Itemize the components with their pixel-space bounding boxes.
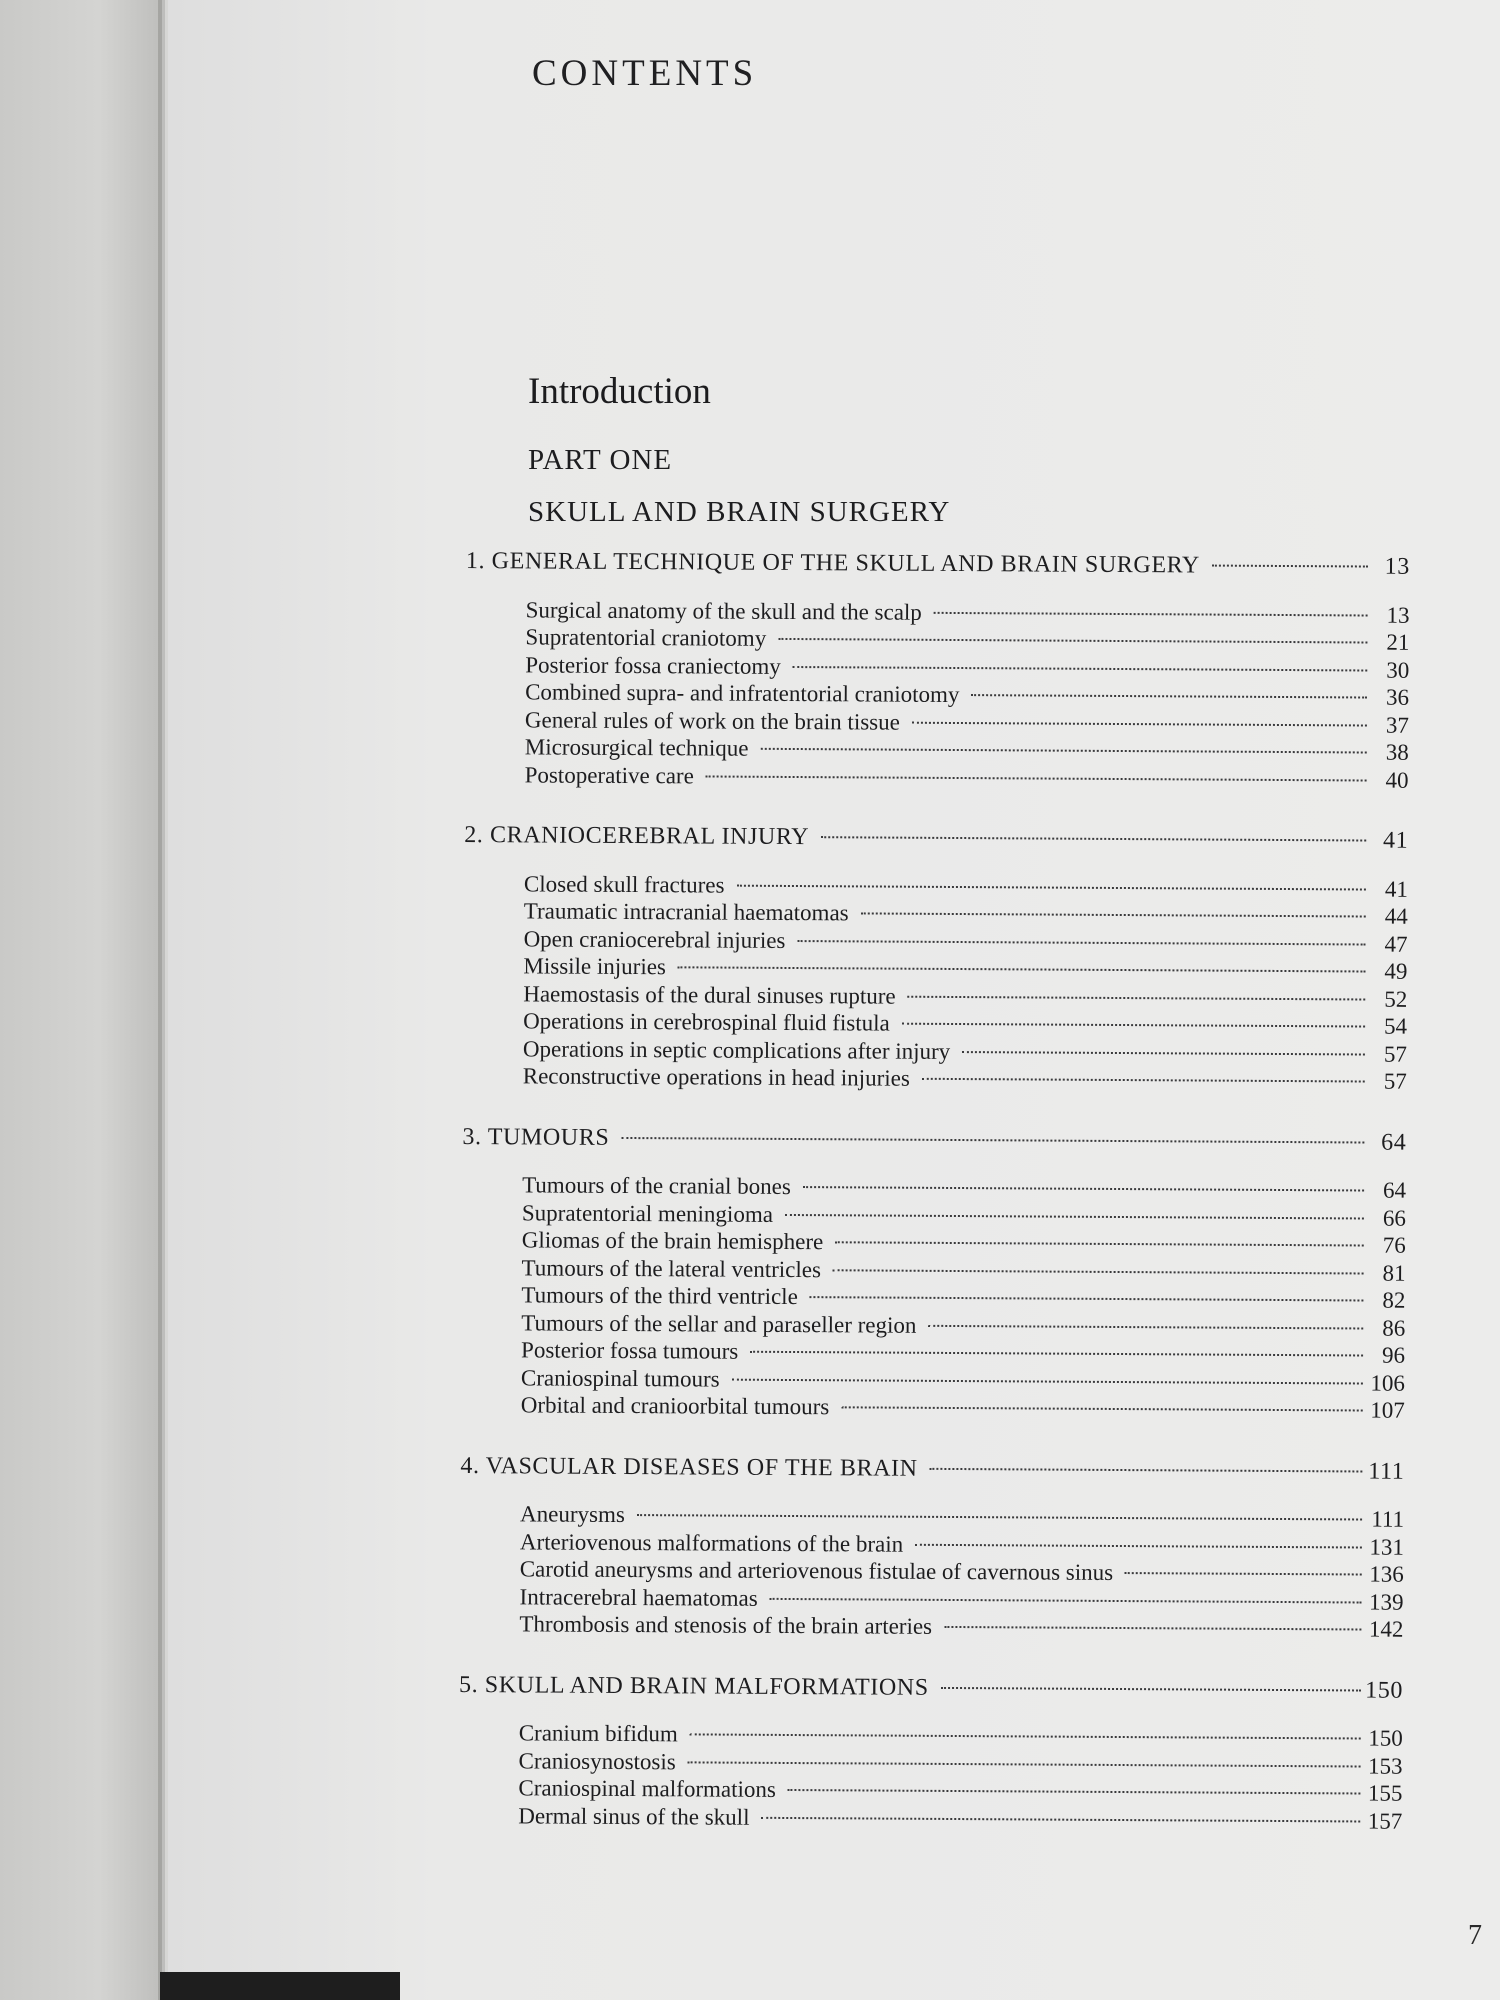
- toc-entry-label: Arteriovenous malformations of the brain: [519, 1528, 904, 1557]
- toc-entry-page: 76: [1382, 1232, 1406, 1258]
- toc-entry-page: 96: [1382, 1342, 1406, 1368]
- toc-entry: [463, 1062, 1407, 1095]
- dot-leader: [821, 836, 1366, 841]
- toc-entry-page: 52: [1384, 986, 1408, 1012]
- part-title: SKULL AND BRAIN SURGERY: [528, 496, 951, 528]
- toc-entry-page: 106: [1370, 1370, 1405, 1396]
- dot-leader: [778, 638, 1367, 644]
- dot-leader: [688, 1761, 1361, 1767]
- toc-entry-label: Craniospinal tumours: [520, 1364, 720, 1392]
- chapter-heading-page: 64: [1381, 1129, 1407, 1156]
- page-title: CONTENTS: [532, 53, 758, 94]
- dot-leader: [861, 912, 1366, 917]
- toc-entry-page: 57: [1383, 1068, 1407, 1094]
- dot-leader: [793, 665, 1368, 671]
- toc-entry-label: Combined supra- and infratentorial craniotomy: [525, 679, 960, 708]
- toc-entry-label: Craniosynostosis: [518, 1747, 676, 1774]
- chapter-heading: [459, 1671, 1403, 1704]
- toc-entry-label: Traumatic intracranial haematomas: [523, 898, 849, 926]
- toc-entry-page: 30: [1386, 657, 1410, 683]
- chapter-heading-label: 2. CRANIOCEREBRAL INJURY: [464, 821, 810, 851]
- dot-leader: [788, 1789, 1361, 1794]
- toc-entry-page: 131: [1369, 1534, 1404, 1560]
- chapter-heading-label: 3. TUMOURS: [462, 1123, 610, 1151]
- chapter-section: [461, 1123, 1407, 1424]
- chapter-heading-page: 13: [1384, 553, 1410, 580]
- toc-entry-page: 64: [1383, 1177, 1407, 1203]
- toc-entry-label: Tumours of the sellar and paraseller region: [521, 1309, 917, 1338]
- toc-entry-page: 86: [1382, 1315, 1406, 1341]
- dot-leader: [912, 721, 1367, 726]
- dot-leader: [908, 995, 1366, 1000]
- dot-leader: [833, 1269, 1364, 1274]
- dot-leader: [750, 1351, 1363, 1357]
- toc-entry-label: Operations in septic complications after injury: [522, 1035, 951, 1064]
- page-number: 7: [1468, 1920, 1482, 1951]
- toc-entry-label: Aneurysms: [520, 1501, 625, 1527]
- dot-leader: [785, 1213, 1364, 1219]
- chapter-heading-page: 41: [1382, 827, 1409, 854]
- toc-entry-label: Carotid aneurysms and arteriovenous fistulae of cavernous sinus: [519, 1556, 1114, 1585]
- toc-entry-label: Missile injuries: [523, 953, 667, 980]
- chapter-section: [458, 1671, 1403, 1834]
- toc-entry-label: Cranium bifidum: [518, 1720, 678, 1747]
- toc-entry: [459, 1610, 1403, 1643]
- dot-leader: [944, 1626, 1361, 1631]
- chapter-heading: [466, 548, 1410, 581]
- dot-leader: [637, 1514, 1362, 1520]
- toc-entry-page: 82: [1382, 1287, 1406, 1313]
- chapter-section: [459, 1452, 1404, 1643]
- toc-entry-label: Tumours of the lateral ventricles: [521, 1254, 822, 1282]
- toc-entry-page: 21: [1386, 629, 1410, 655]
- toc-entry-label: Posterior fossa tumours: [521, 1337, 739, 1364]
- toc-entry-page: 44: [1384, 903, 1408, 929]
- toc-entry-page: 66: [1382, 1205, 1407, 1231]
- dot-leader: [835, 1241, 1364, 1246]
- dot-leader: [690, 1733, 1361, 1739]
- part-label: PART ONE: [528, 444, 673, 476]
- toc-entry-page: 153: [1368, 1753, 1403, 1779]
- chapter-heading-page: 111: [1368, 1458, 1405, 1485]
- toc-entry-page: 57: [1383, 1041, 1408, 1067]
- chapter-heading: [460, 1452, 1404, 1485]
- dot-leader: [941, 1686, 1361, 1691]
- dot-leader: [732, 1378, 1363, 1384]
- dot-leader: [770, 1597, 1362, 1603]
- toc-entry-label: Open craniocerebral injuries: [523, 925, 786, 953]
- chapter-section: [463, 822, 1409, 1095]
- toc-entry-page: 37: [1385, 712, 1410, 738]
- chapter-heading-label: 5. SKULL AND BRAIN MALFORMATIONS: [458, 1671, 929, 1701]
- dot-leader: [1212, 565, 1368, 568]
- toc-entry-label: Supratentorial craniotomy: [525, 624, 767, 651]
- dot-leader: [761, 1816, 1360, 1822]
- toc-entry: [465, 760, 1409, 793]
- book-gutter: [0, 0, 165, 2000]
- chapter-heading: [464, 822, 1408, 855]
- dot-leader: [621, 1136, 1364, 1143]
- toc-entry-page: 150: [1368, 1725, 1403, 1751]
- toc-entry-label: Closed skull fractures: [523, 870, 725, 898]
- dot-leader: [803, 1186, 1364, 1191]
- book-cover-edge: [160, 1972, 400, 2000]
- toc-entry-page: 40: [1385, 767, 1409, 793]
- chapter-heading-label: 1. GENERAL TECHNIQUE OF THE SKULL AND BRAIN SURGERY: [465, 548, 1200, 579]
- toc-entry-label: Postoperative care: [524, 761, 694, 788]
- toc-entry-label: Microsurgical technique: [524, 734, 749, 761]
- toc-entry-page: 41: [1384, 876, 1409, 902]
- toc-entry-page: 47: [1384, 931, 1408, 957]
- toc-entry-page: 54: [1384, 1013, 1408, 1039]
- dot-leader: [737, 884, 1366, 890]
- toc-entry-page: 142: [1368, 1616, 1404, 1642]
- chapter-heading-page: 150: [1365, 1677, 1404, 1704]
- dot-leader: [930, 1467, 1363, 1472]
- toc-entry-label: Supratentorial meningioma: [521, 1199, 774, 1227]
- dot-leader: [962, 1051, 1365, 1055]
- toc-entry-page: 136: [1369, 1561, 1404, 1587]
- dot-leader: [810, 1296, 1364, 1301]
- toc-entry-label: Orbital and cranioorbital tumours: [520, 1392, 830, 1420]
- dot-leader: [761, 748, 1367, 754]
- toc-entry-label: Tumours of the third ventricle: [521, 1282, 798, 1310]
- dot-leader: [1125, 1572, 1362, 1575]
- dot-leader: [706, 775, 1367, 781]
- binding-line: [158, 0, 162, 2000]
- introduction-heading: Introduction: [528, 371, 711, 412]
- dot-leader: [928, 1324, 1363, 1329]
- table-of-contents: [458, 548, 1410, 1869]
- toc-entry-label: Posterior fossa craniectomy: [525, 651, 781, 679]
- chapter-section: [465, 548, 1410, 794]
- toc-entry-label: Operations in cerebrospinal fluid fistula: [523, 1008, 890, 1036]
- toc-entry-label: Surgical anatomy of the skull and the scalp: [525, 596, 922, 625]
- toc-entry-page: 81: [1382, 1260, 1406, 1286]
- toc-entry-label: Craniospinal malformations: [518, 1775, 776, 1802]
- toc-entry-page: 107: [1370, 1397, 1405, 1423]
- toc-entry-label: Dermal sinus of the skull: [518, 1802, 750, 1830]
- toc-entry-page: 155: [1367, 1780, 1403, 1806]
- toc-entry-label: Intracerebral haematomas: [519, 1583, 758, 1611]
- toc-entry-page: 139: [1369, 1589, 1404, 1615]
- toc-entry-page: 111: [1371, 1506, 1405, 1532]
- toc-entry-page: 49: [1384, 958, 1408, 984]
- dot-leader: [841, 1406, 1362, 1411]
- toc-entry-label: Tumours of the cranial bones: [522, 1172, 791, 1199]
- dot-leader: [915, 1543, 1362, 1548]
- toc-entry-page: 38: [1385, 739, 1409, 765]
- toc-entry-label: Gliomas of the brain hemisphere: [521, 1227, 824, 1255]
- chapter-heading-label: 4. VASCULAR DISEASES OF THE BRAIN: [460, 1452, 918, 1482]
- toc-entry-label: General rules of work on the brain tissue: [524, 706, 900, 735]
- toc-entry-page: 13: [1386, 602, 1410, 628]
- dot-leader: [934, 611, 1368, 616]
- dot-leader: [797, 940, 1365, 945]
- toc-entry-page: 157: [1367, 1808, 1403, 1834]
- toc-entry-page: 36: [1386, 684, 1410, 710]
- toc-entry: [458, 1801, 1402, 1834]
- dot-leader: [922, 1078, 1365, 1083]
- toc-entry-label: Thrombosis and stenosis of the brain arteries: [519, 1611, 933, 1639]
- dot-leader: [678, 966, 1366, 972]
- toc-entry-label: Haemostasis of the dural sinuses rupture: [523, 980, 896, 1009]
- dot-leader: [971, 694, 1367, 698]
- toc-entry: [461, 1391, 1405, 1424]
- toc-entry-label: Reconstructive operations in head injuries: [522, 1063, 910, 1091]
- dot-leader: [902, 1023, 1365, 1028]
- chapter-heading: [462, 1123, 1406, 1156]
